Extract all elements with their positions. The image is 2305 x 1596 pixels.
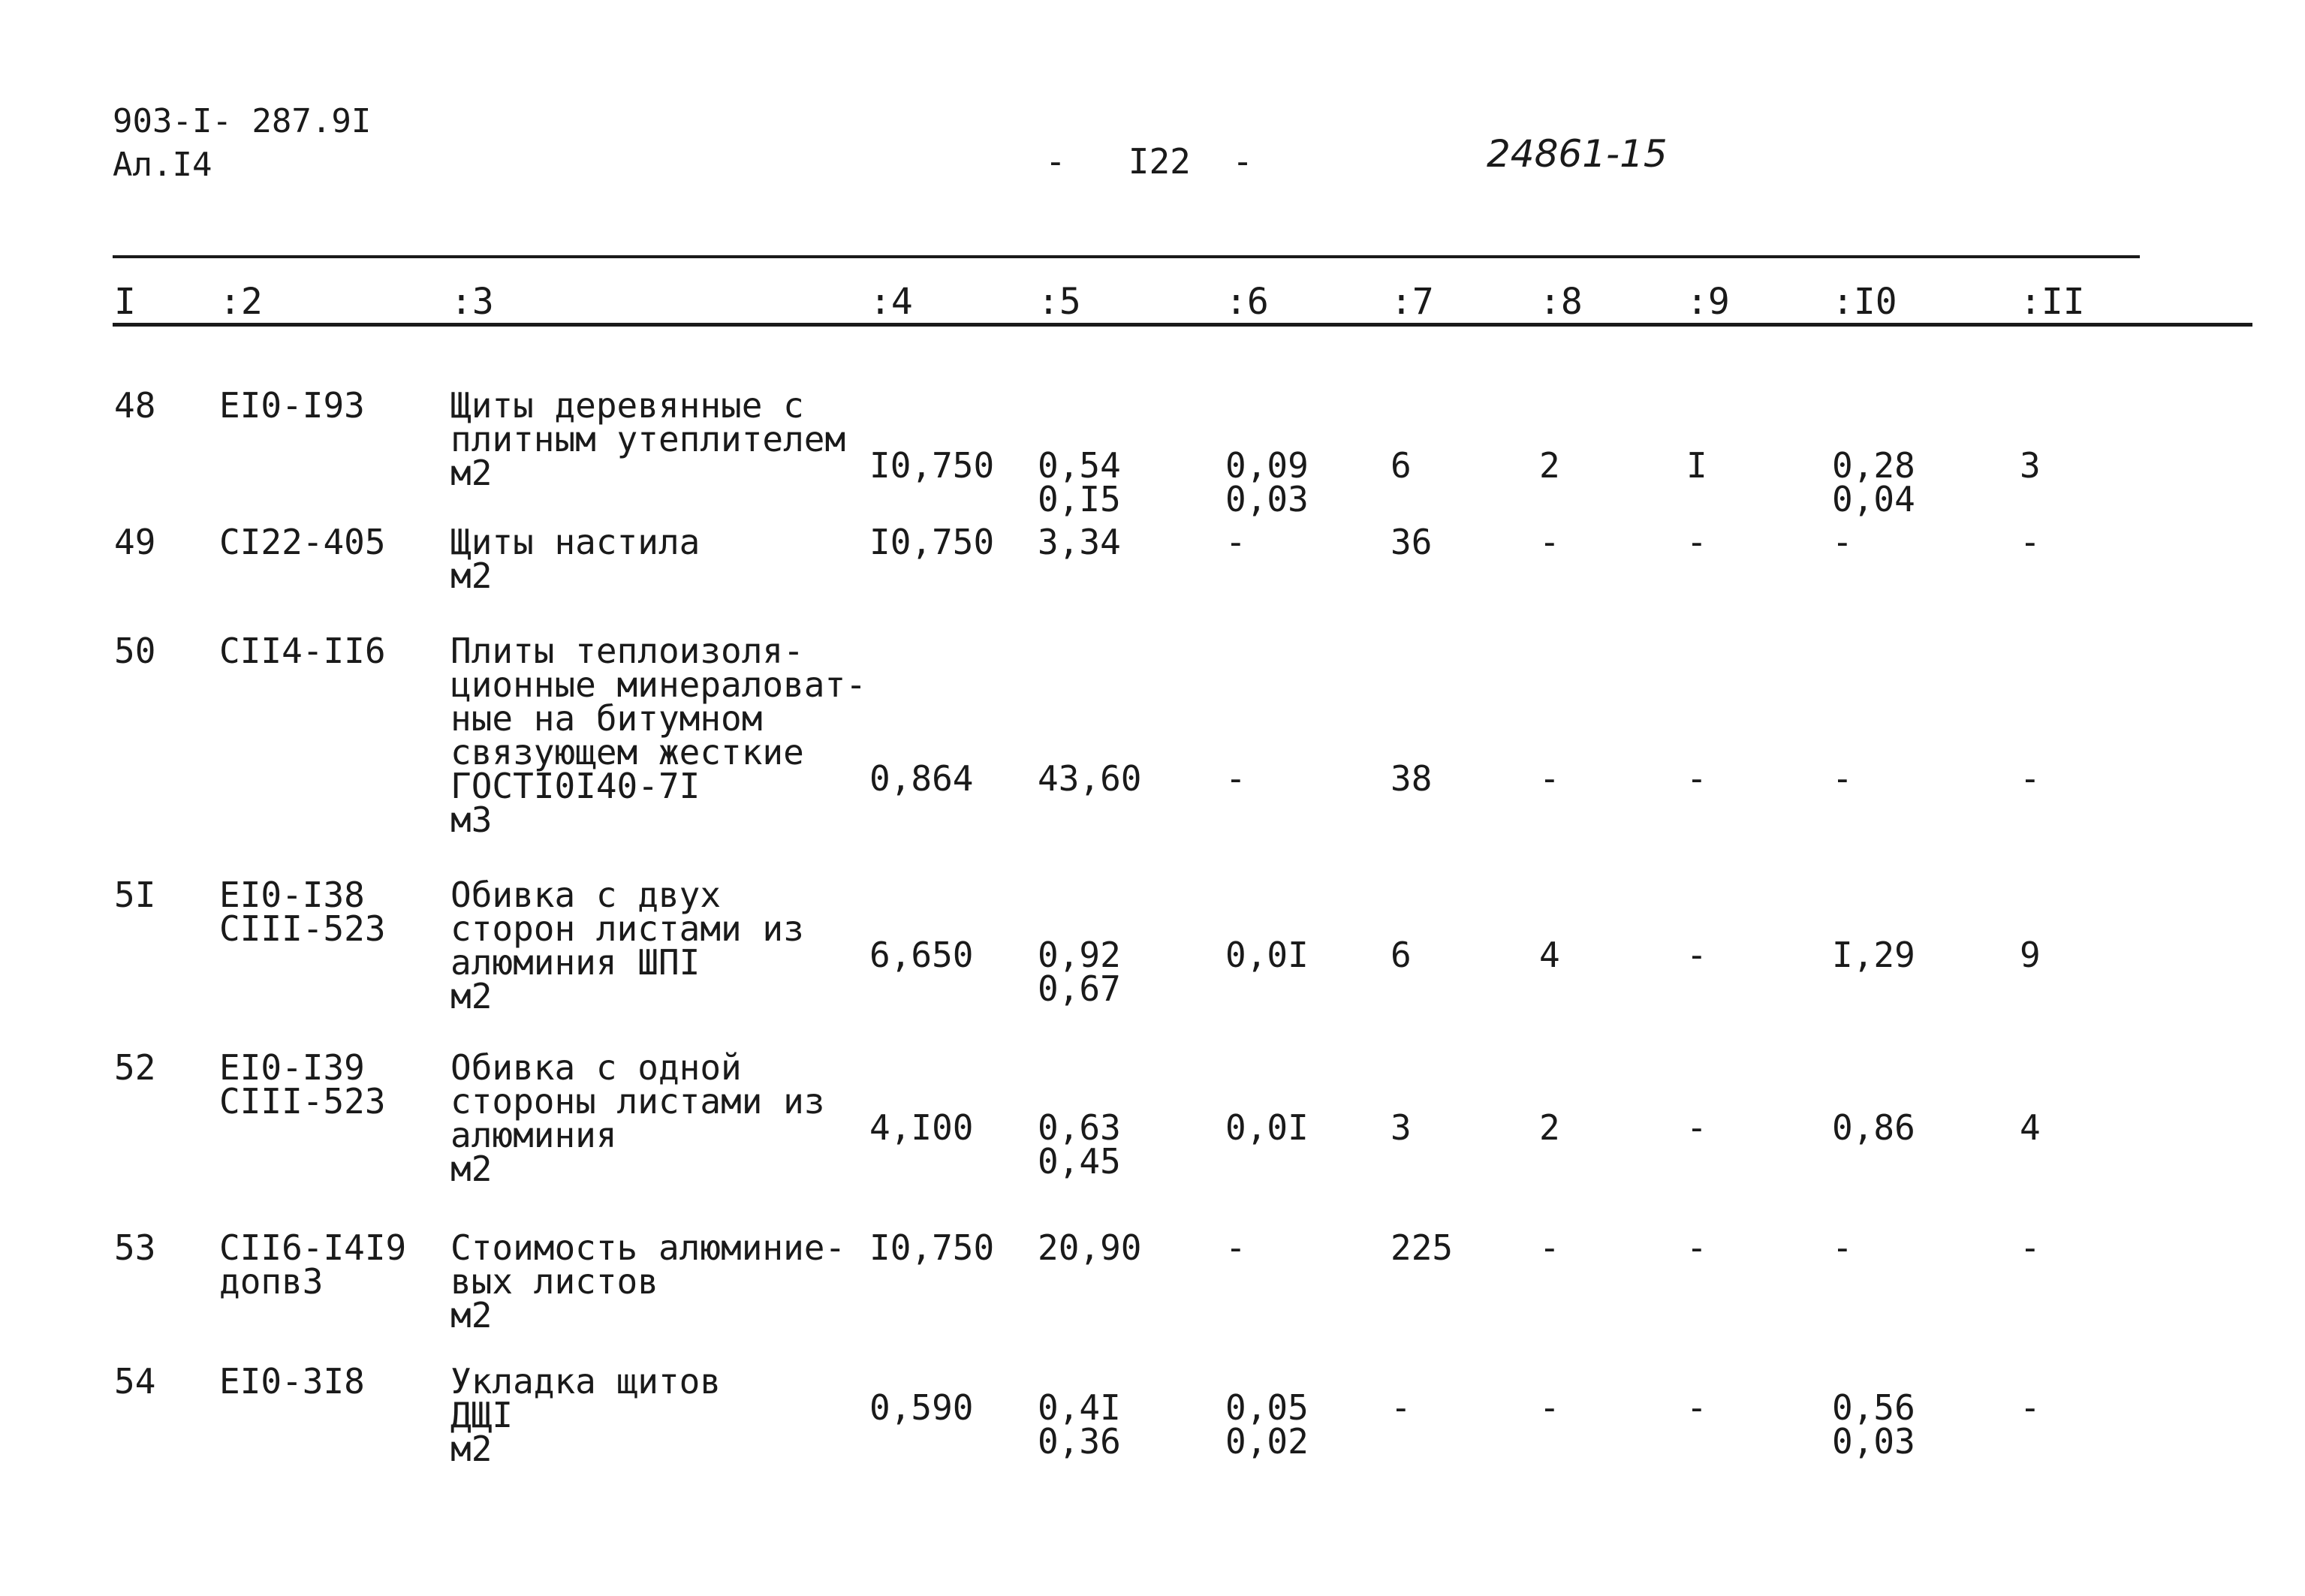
col11-value	[2020, 445, 2041, 486]
work-description-text: м2	[450, 1429, 493, 1469]
work-description-text: м3	[450, 800, 493, 840]
col10-value	[1832, 445, 1915, 519]
col8-value-text: -	[1539, 522, 1560, 562]
col8-value-text: -	[1539, 1227, 1560, 1268]
work-description-text: связующем жесткие	[450, 732, 804, 772]
col9-value	[1686, 1227, 1707, 1268]
quantity-value	[869, 1387, 974, 1428]
col6-value-text: 0,0I	[1225, 935, 1309, 975]
col6-value	[1225, 522, 1246, 562]
work-description-text: стороны листами из	[450, 1081, 825, 1122]
rate-code-text: допв3	[219, 1261, 324, 1302]
work-description-text: Обивка с одной	[450, 1047, 742, 1088]
col5-value-text: 0,36	[1038, 1421, 1121, 1462]
col11-value	[2020, 1387, 2041, 1428]
row-number-text: 54	[114, 1361, 156, 1402]
work-description-text: м2	[450, 453, 493, 493]
col9-value	[1686, 522, 1707, 562]
col6-value-text: 0,09	[1225, 445, 1309, 486]
work-description-text: Стоимость алюминие-	[450, 1227, 846, 1268]
work-description	[450, 631, 866, 840]
col8-value	[1539, 758, 1560, 799]
col7-value-text: 6	[1391, 445, 1412, 486]
work-description-text: Щиты деревянные с	[450, 385, 804, 426]
col6-value-text: 0,05	[1225, 1387, 1309, 1428]
col8-value-text: 2	[1539, 1107, 1560, 1148]
work-description-text: Плиты теплоизоля-	[450, 631, 804, 671]
work-description-text: плитным утеплителем	[450, 419, 846, 459]
col10-value-text: I,29	[1832, 935, 1915, 975]
col5-value	[1038, 445, 1121, 519]
document-code: 903-I- 287.9I	[113, 102, 372, 140]
work-description-text: сторон листами из	[450, 908, 804, 949]
col5-value	[1038, 758, 1142, 799]
col7-value-text: -	[1391, 1387, 1412, 1428]
work-description	[450, 385, 846, 493]
col6-value	[1225, 445, 1309, 519]
col7-value	[1391, 522, 1433, 562]
sheet-label: Ал.I4	[113, 146, 212, 184]
quantity-value-text: I0,750	[869, 522, 995, 562]
column-header: I	[114, 281, 136, 323]
row-number-text: 53	[114, 1227, 156, 1268]
col7-value-text: 36	[1391, 522, 1433, 562]
col5-value-text: 43,60	[1038, 758, 1142, 799]
col5-value-text: 0,45	[1038, 1141, 1121, 1182]
row-number	[114, 875, 156, 915]
col11-value	[2020, 758, 2041, 799]
col11-value	[2020, 935, 2041, 975]
rate-code-text: CIII-523	[219, 908, 386, 949]
col7-value	[1391, 1107, 1412, 1148]
top-rule	[113, 255, 2140, 258]
col7-value-text: 38	[1391, 758, 1433, 799]
work-description-text: ные на битумном	[450, 698, 763, 739]
column-header: :4	[869, 281, 913, 323]
col10-value-text: 0,86	[1832, 1107, 1915, 1148]
rate-code-text: CI22-405	[219, 522, 386, 562]
col7-value-text: 3	[1391, 1107, 1412, 1148]
col10-value	[1832, 1387, 1915, 1462]
col8-value-text: -	[1539, 758, 1560, 799]
quantity-value-text: I0,750	[869, 1227, 995, 1268]
work-description	[450, 1047, 825, 1189]
col10-value	[1832, 1107, 1915, 1148]
col8-value	[1539, 935, 1560, 975]
col10-value	[1832, 1227, 1853, 1268]
column-header: :7	[1391, 281, 1434, 323]
column-header: :2	[219, 281, 263, 323]
quantity-value-text: 4,I00	[869, 1107, 974, 1148]
column-header: :6	[1225, 281, 1269, 323]
col11-value-text: 3	[2020, 445, 2041, 486]
row-number	[114, 631, 156, 671]
work-description	[450, 1361, 722, 1469]
rate-code-text: EI0-I39	[219, 1047, 365, 1088]
work-description-text: Укладка щитов	[450, 1361, 722, 1402]
work-description-text: ГОСТI0I40-7I	[450, 766, 701, 806]
column-header: :9	[1686, 281, 1730, 323]
work-description	[450, 875, 804, 1016]
col10-value-text: -	[1832, 758, 1853, 799]
rate-code-text: EI0-I38	[219, 875, 365, 915]
col5-value-text: 0,63	[1038, 1107, 1121, 1148]
col7-value	[1391, 758, 1433, 799]
col7-value	[1391, 445, 1412, 486]
rate-code	[219, 1361, 365, 1402]
quantity-value	[869, 445, 995, 486]
col7-value	[1391, 935, 1412, 975]
col6-value-text: 0,03	[1225, 479, 1309, 519]
col11-value-text: -	[2020, 1227, 2041, 1268]
col11-value-text: 4	[2020, 1107, 2041, 1148]
row-number-text: 52	[114, 1047, 156, 1088]
work-description-text: м2	[450, 556, 493, 596]
work-description-text: Щиты настила	[450, 522, 701, 562]
col6-value-text: -	[1225, 1227, 1246, 1268]
col6-value	[1225, 935, 1309, 975]
column-header: :8	[1539, 281, 1583, 323]
col10-value-text: 0,56	[1832, 1387, 1915, 1428]
page-number: - I22 -	[1045, 141, 1253, 182]
work-description	[450, 522, 701, 596]
rate-code	[219, 1227, 407, 1302]
work-description-text: вых листов	[450, 1261, 658, 1302]
col8-value-text: -	[1539, 1387, 1560, 1428]
row-number-text: 48	[114, 385, 156, 426]
col9-value-text: I	[1686, 445, 1707, 486]
col9-value-text: -	[1686, 935, 1707, 975]
col7-value-text: 6	[1391, 935, 1412, 975]
row-number	[114, 385, 156, 426]
column-header: :II	[2020, 281, 2085, 323]
col11-value-text: -	[2020, 522, 2041, 562]
col6-value-text: -	[1225, 522, 1246, 562]
row-number	[114, 522, 156, 562]
col5-value-text: 0,67	[1038, 968, 1121, 1009]
col6-value	[1225, 1387, 1309, 1462]
quantity-value-text: I0,750	[869, 445, 995, 486]
col8-value	[1539, 1107, 1560, 1148]
col11-value-text: -	[2020, 758, 2041, 799]
rate-code-text: EI0-I93	[219, 385, 365, 426]
col5-value	[1038, 935, 1121, 1009]
rate-code-text: CII4-II6	[219, 631, 386, 671]
quantity-value	[869, 1107, 974, 1148]
row-number-text: 49	[114, 522, 156, 562]
col8-value-text: 2	[1539, 445, 1560, 486]
col6-value	[1225, 1107, 1309, 1148]
col7-value	[1391, 1387, 1412, 1428]
work-description-text: алюминия	[450, 1115, 617, 1155]
rate-code-text: CII6-I4I9	[219, 1227, 407, 1268]
col11-value	[2020, 1107, 2041, 1148]
row-number-text: 5I	[114, 875, 156, 915]
col8-value	[1539, 445, 1560, 486]
rate-code	[219, 631, 386, 671]
quantity-value	[869, 935, 974, 975]
col9-value	[1686, 1107, 1707, 1148]
work-description-text: ционные минераловат-	[450, 664, 866, 705]
work-description-text: Обивка с двух	[450, 875, 722, 915]
rate-code	[219, 1047, 386, 1122]
col8-value-text: 4	[1539, 935, 1560, 975]
quantity-value-text: 0,864	[869, 758, 974, 799]
rate-code	[219, 522, 386, 562]
work-description-text: ДЩI	[450, 1395, 514, 1435]
col10-value	[1832, 935, 1915, 975]
quantity-value	[869, 1227, 995, 1268]
col5-value-text: 20,90	[1038, 1227, 1142, 1268]
col10-value	[1832, 522, 1853, 562]
work-description	[450, 1227, 846, 1336]
column-header: :I0	[1832, 281, 1897, 323]
col5-value-text: 0,I5	[1038, 479, 1121, 519]
col6-value-text: 0,0I	[1225, 1107, 1309, 1148]
col5-value-text: 0,92	[1038, 935, 1121, 975]
col7-value-text: 225	[1391, 1227, 1454, 1268]
work-description-text: м2	[450, 1149, 493, 1189]
quantity-value	[869, 522, 995, 562]
col11-value	[2020, 1227, 2041, 1268]
rate-code	[219, 385, 365, 426]
col8-value	[1539, 1227, 1560, 1268]
header-bottom-rule	[113, 323, 2252, 327]
col5-value	[1038, 1387, 1121, 1462]
work-description-text: м2	[450, 1295, 493, 1336]
quantity-value	[869, 758, 974, 799]
col10-value-text: 0,03	[1832, 1421, 1915, 1462]
col11-value-text: 9	[2020, 935, 2041, 975]
col10-value	[1832, 758, 1853, 799]
column-header: :3	[450, 281, 494, 323]
row-number	[114, 1361, 156, 1402]
col5-value	[1038, 1107, 1121, 1182]
col9-value-text: -	[1686, 522, 1707, 562]
col10-value-text: 0,28	[1832, 445, 1915, 486]
rate-code-text: CIII-523	[219, 1081, 386, 1122]
col6-value-text: 0,02	[1225, 1421, 1309, 1462]
column-header: :5	[1038, 281, 1081, 323]
rate-code	[219, 875, 386, 949]
quantity-value-text: 6,650	[869, 935, 974, 975]
col5-value-text: 0,4I	[1038, 1387, 1121, 1428]
row-number-text: 50	[114, 631, 156, 671]
col5-value-text: 0,54	[1038, 445, 1121, 486]
col6-value	[1225, 758, 1246, 799]
col5-value	[1038, 1227, 1142, 1268]
col10-value-text: 0,04	[1832, 479, 1915, 519]
row-number	[114, 1047, 156, 1088]
work-description-text: м2	[450, 976, 493, 1016]
col10-value-text: -	[1832, 1227, 1853, 1268]
col9-value-text: -	[1686, 758, 1707, 799]
col11-value	[2020, 522, 2041, 562]
col6-value-text: -	[1225, 758, 1246, 799]
work-description-text: алюминия ШПI	[450, 942, 701, 983]
col7-value	[1391, 1227, 1454, 1268]
col9-value	[1686, 758, 1707, 799]
col9-value-text: -	[1686, 1387, 1707, 1428]
col9-value	[1686, 445, 1707, 486]
row-number	[114, 1227, 156, 1268]
col9-value-text: -	[1686, 1227, 1707, 1268]
col9-value	[1686, 935, 1707, 975]
col6-value	[1225, 1227, 1246, 1268]
col5-value	[1038, 522, 1121, 562]
col11-value-text: -	[2020, 1387, 2041, 1428]
col8-value	[1539, 1387, 1560, 1428]
col9-value	[1686, 1387, 1707, 1428]
col5-value-text: 3,34	[1038, 522, 1121, 562]
rate-code-text: EI0-3I8	[219, 1361, 365, 1402]
col10-value-text: -	[1832, 522, 1853, 562]
handwritten-reference: 24861-15	[1487, 132, 1668, 176]
col8-value	[1539, 522, 1560, 562]
quantity-value-text: 0,590	[869, 1387, 974, 1428]
col9-value-text: -	[1686, 1107, 1707, 1148]
